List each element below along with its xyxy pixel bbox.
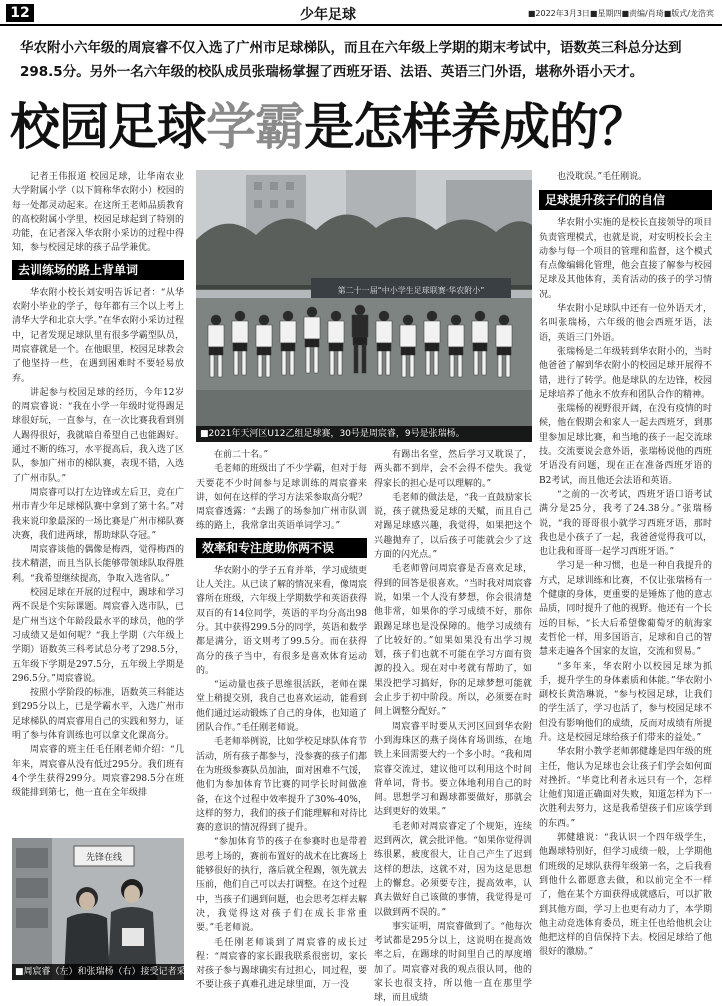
headline — [10, 92, 720, 162]
paragraph: “之前的一次考试，西班牙语口语考试满分是25分，我考了24.38分。”张瑞杨说，“我的哥哥很小就学习西班牙语，那时我也是小孩子了一起，我爸爸觉得我可以，也让我和哥哥一起学习西班牙语。” — [539, 489, 712, 558]
interview-photo-caption: ■周宸睿（左）和张瑞杨（右）接受记者采访。 — [12, 964, 184, 980]
paragraph: 讲起参与校园足球的经历，今年12岁的周宸睿说：“我在小学一年级时觉得踢足球很好玩，一直参与，在一次比赛我看到别人踢得很好，我就暗自希望自己也能踢好。通过不断的练习，水平提高后，我入选了区队，参加广州市的梯队赛，表现不错，入选了广州市队。” — [12, 387, 184, 484]
paragraph: 毛老师举例说，比如学校足球队体育节活动，所有孩子都参与，没参赛的孩子们都在为班级参赛队员加油，面对困难不气馁，他们为参加体育节比赛的同学长时间做准备，在这个过程中效率提升了30%-40%，这样的努力，我们的孩子们能理解和对待比赛的意识的情况得到了提升。 — [196, 737, 368, 834]
page-number: 12 — [6, 4, 34, 22]
photo-board-text: 先锋在线 — [85, 853, 123, 863]
paragraph: 也没耽误。”毛任刚说。 — [557, 172, 648, 182]
subheading-confidence: 足球提升孩子们的自信 — [539, 190, 712, 210]
paragraph: 张瑞杨是二年级转到华农附小的，当时他爸爸了解到华农附小的校园足球开展得不错，进行了转学。他是球队的左边锋，校园足球培养了他永不放弃和团队合作的精神。 — [539, 346, 712, 400]
photo-banner: 第二十一届“中小学生足球联赛·华农附小” — [337, 286, 485, 295]
paragraph: “参加体育节的孩子在参赛时也是带着思考上场的，赛前布置好的战术在比赛场上能够很好的执行，落后就全程踢，领先就去压前，他们自己可以去打调整。在这个过程中，当孩子们遇到问题，也会思考怎样去解决，我觉得这对孩子们在成长非常重要。”毛老师说。 — [196, 837, 368, 934]
paragraph: 学习是一种习惯，也是一种自我提升的方式，足球训练和比赛，不仅让张瑞杨有一个健康的身体，更重要的是锤炼了他的意志品质，同时提升了他的视野。他还有一个长远的目标，“长大后希望像葡萄牙的航海家麦哲伦一样，用多国语言，足球和自己的智慧来走遍各个国家的友谊，交流和贸易。” — [539, 561, 712, 658]
team-photo — [196, 170, 532, 442]
paragraph: 毛老师的做法是，“我一直鼓励家长说，孩子就热爱足球的天赋，而且自己对踢足球感兴趣，我觉得，如果把这个兴趣抛弃了，以后孩子可能就会少了这方面的闪光点。” — [374, 492, 532, 561]
paragraph: 事实证明，周宸睿做到了。“他每次考试都是295分以上，这说明在提高效率之后，在踢球的时间里自己的厚度增加了。周宸睿对我的观点很认同，他的家长也很支持，所以他一直在那里学球，而且成绩 — [374, 921, 532, 1004]
paragraph: 周宸睿平时要从天河区回到华农附小到海珠区的燕子岗体育场训练，在地铁上来回需要大约一个多小时。“我和周宸睿交流过，建议他可以利用这个时间背单词，背书。要立体地利用自己的时间。思想学习和踢球都要做好，那就会达到更好的效果。” — [374, 721, 532, 818]
team-photo-illustration — [196, 170, 532, 442]
issue-info: ■2022年3月3日■星期四■责编/肖琦■版式/龙浩宾 — [527, 9, 714, 18]
subheading-training: 去训练场的路上背单词 — [12, 260, 184, 280]
paragraph: 毛老师对周宸睿定了个规矩，连续迟到两次，就会批评他。“如果你觉得训练很累，疲度很大，让自己产生了迟到这样的想法，这就不对，因为这是思想上的懈怠。必须要专注，提高效率，认真去做好自己该做的事情，我觉得是可以做到两不误的。” — [374, 821, 532, 918]
subheading-efficiency: 效率和专注度助你两不误 — [196, 538, 367, 558]
page-header — [0, 0, 722, 26]
interview-photo-illustration — [12, 838, 184, 980]
paragraph: 毛老师的班级出了不少学霸，但对于每天要花不少时间参与足球训练的周宸睿来讲，如何在这样的学习方法采参取高分呢？周宸睿透露：“去踢了的场参加广州市队训练的路上，我常拿出英语单词学习。” — [196, 464, 368, 532]
paragraph: 校园足球在开展的过程中，踢球和学习两不误是个实际课题。周宸睿入选市队，已是广州当这个年龄段最水平的球员，他的学习成绩又是如何呢？“我上学期（六年级上学期）语数英三科考试总分考了298.5分，五年级下学期是297.5分，五年级上学期是296.5分。”周宸睿说。 — [12, 588, 184, 684]
team-photo-caption: ■2021年天河区U12乙组足球赛，30号是周宸睿，9号是张瑞杨。 — [196, 426, 532, 442]
paragraph: 按照小学阶段的标准，语数英三科能达到295分以上，已是学霸水平，入选广州市足球梯队的周宸睿用自己的实践和努力，证明了参与体育训练也可以拿文化课高分。 — [12, 688, 184, 741]
paragraph: “运动量也孩子思维很活跃，老师在课堂上稍提交别，我自己也喜欢运动，能看到他们通过运动锻炼了自己的身体，也知道了团队合作。”毛任刚老师说。 — [196, 680, 368, 734]
interview-photo — [12, 838, 204, 980]
paragraph: 毛老师曾问周宸睿是否喜欢足球，得到的回答是很喜欢。“当时我对周宸睿说，如果一个人没有梦想，你会很清楚他非常，如果你的学习成绩不好，那你跟踢足球也是没保障的。他学习成绩有了比较好的。”如果如果没有出学习规划，孩子们也就不可能在学习方面有资源的投入。现在对中考就有帮助了，如果没把学习搞好，你的足球梦想可能就会止步于初中阶段。所以，必须要在时间上调整分配好。” — [374, 564, 532, 718]
paragraph: 毛任刚老师谈到了周宸睿的成长过程：“周宸睿的家长跟我联系很密切，家长对孩子参与踢球确实有过担心，同过程，要不要让孩子真难孔进足球里面，万一没 — [196, 937, 368, 991]
paragraph: 张瑞杨的视野很开阔，在没有疫情的时候，他在假期会和家人一起去西班牙，到那里参加足球比赛，和当地的孩子一起交流球技。交流要说会意外语，张瑞杨说他的西班牙语没有问题，现在正在准备西班牙语的B2考试，而且他还会法语和英语。 — [539, 404, 712, 486]
headline-part1: 校园足球 — [10, 97, 206, 156]
paragraph: 华农附小实施的是校长直接领导的项目负责管理模式，也就是说，对安明校长会主动参与每一个项目的管理和监督，这个模式有点像编辑化管理，他会直接了解参与校园足球及其他体育，美育活动的孩子的学习情况。 — [539, 218, 712, 300]
intro-paragraph: 记者王伟报道 校园足球，让华南农业大学附属小学（以下简称华农附小）校园的每一处都灵动起来。在这所王老师品质教育的高校附属小学里，校园足球起到了特别的功能，在记者深入华农附小采访的过程中得知，参与校园足球的孩子品学兼优。 — [12, 172, 184, 254]
article-column-2 — [196, 448, 367, 993]
article-column-3 — [374, 448, 532, 1006]
section-name: 少年足球 — [300, 7, 356, 23]
paragraph: 华农附小校长刘安明告诉记者：“从华农附小毕业的学子，每年都有三个以上考上清华大学和北京大学。”在华农附小采访过程中，记者发现足球队里有很多学霸型队员，周宸睿就是一个。在他眼里，校园足球教会了他坚持一些，在遇到困难时不要轻易放弃。 — [12, 287, 184, 384]
paragraph: 在前二十名。” — [214, 450, 269, 460]
article-column-1 — [12, 170, 184, 800]
lead-paragraph: 华农附小六年级的周宸睿不仅入选了广州市足球梯队，而且在六年级上学期的期末考试中，语数英三科总分达到298.5分。另外一名六年级的校队成员张瑞杨掌握了西班牙语、法语、英语三门外语，堪称外语小天才。 — [20, 40, 682, 80]
paragraph: 华农附小足球队中还有一位外语天才，名叫张瑞杨，六年级的他会西班牙语，法语，英语三门外语。 — [539, 304, 712, 343]
article-column-4 — [539, 170, 712, 960]
paragraph: 华农附小教学老师郭健雄是四年级的班主任，他认为足球也会让孩子们学会如何面对挫折。“毕竟比利者永远只有一个，怎样让他们知道正确面对失败，知道怎样为下一次胜利去努力，这是我希望孩子们应该学到的东西。” — [539, 747, 712, 829]
paragraph: 有踢出名堂，然后学习又耽误了，两头都不到岸，会不会得不偿失。我觉得家长的担心是可以理解的。” — [374, 450, 532, 489]
paragraph: 郭健雄说：“我认识一个四年级学生，他踢球特别好，但学习成绩一般，上学期他们班级的足球队获得年级第一名，之后我看到他什么都愿意去做，和以前完全不一样了，他在某个方面获得成就感后，可以扩散到其他方面，学习上也更有动力了，本学期他主动竞选体育委员，班主任也给他机会让他把这样的自信保持下去。校园足球给了他很好的激励。” — [539, 833, 712, 958]
paragraph: “多年来，华农附小以校园足球为抓手，提升学生的身体素质和体能。”华农附小副校长黄浩琳说，“参与校园足球，让我们的学生活了，学习也活了，参与校园足球不但没有影响他们的成绩，反而对成绩有所提升。这是校园足球给孩子们带来的益处。” — [539, 661, 712, 743]
paragraph: 周宸睿谈他的偶像是梅西，觉得梅西的技术精湛，而且当队长能够带领球队取得胜利。“我希望继续提高，争取入选省队。” — [12, 545, 184, 584]
paragraph: 周宸睿可以打左边锋或左后卫，竞在广州市青少年足球梯队赛中拿到了第十名。”对我来说印象最深的一场比赛是广州市梯队赛决赛，我们进两球，帮助球队夺冠。” — [12, 487, 184, 541]
headline-highlight: 学霸 — [206, 97, 304, 156]
paragraph: 华农附小的学子五育并举，学习成绩更让人关注。从已读了解的情况来看，像周宸睿所在班级，六年级上学期数学和英语获得双百的有14位同学，英语的平均分高出98分。其中获得299.5分的同学，英语和数学都是满分，语文则考了99.5分。而在获得高分的孩子当中，有很多是喜欢体育运动的。 — [196, 565, 368, 676]
headline-part2: 是怎样养成的？ — [304, 97, 647, 156]
paragraph: 周宸睿的班主任毛任刚老师介绍：“几年来，周宸睿从没有低过295分。我们班有4个学生获得299分。周宸睿298.5分在班级能排到第七，他一直在全年级排 — [12, 745, 184, 799]
